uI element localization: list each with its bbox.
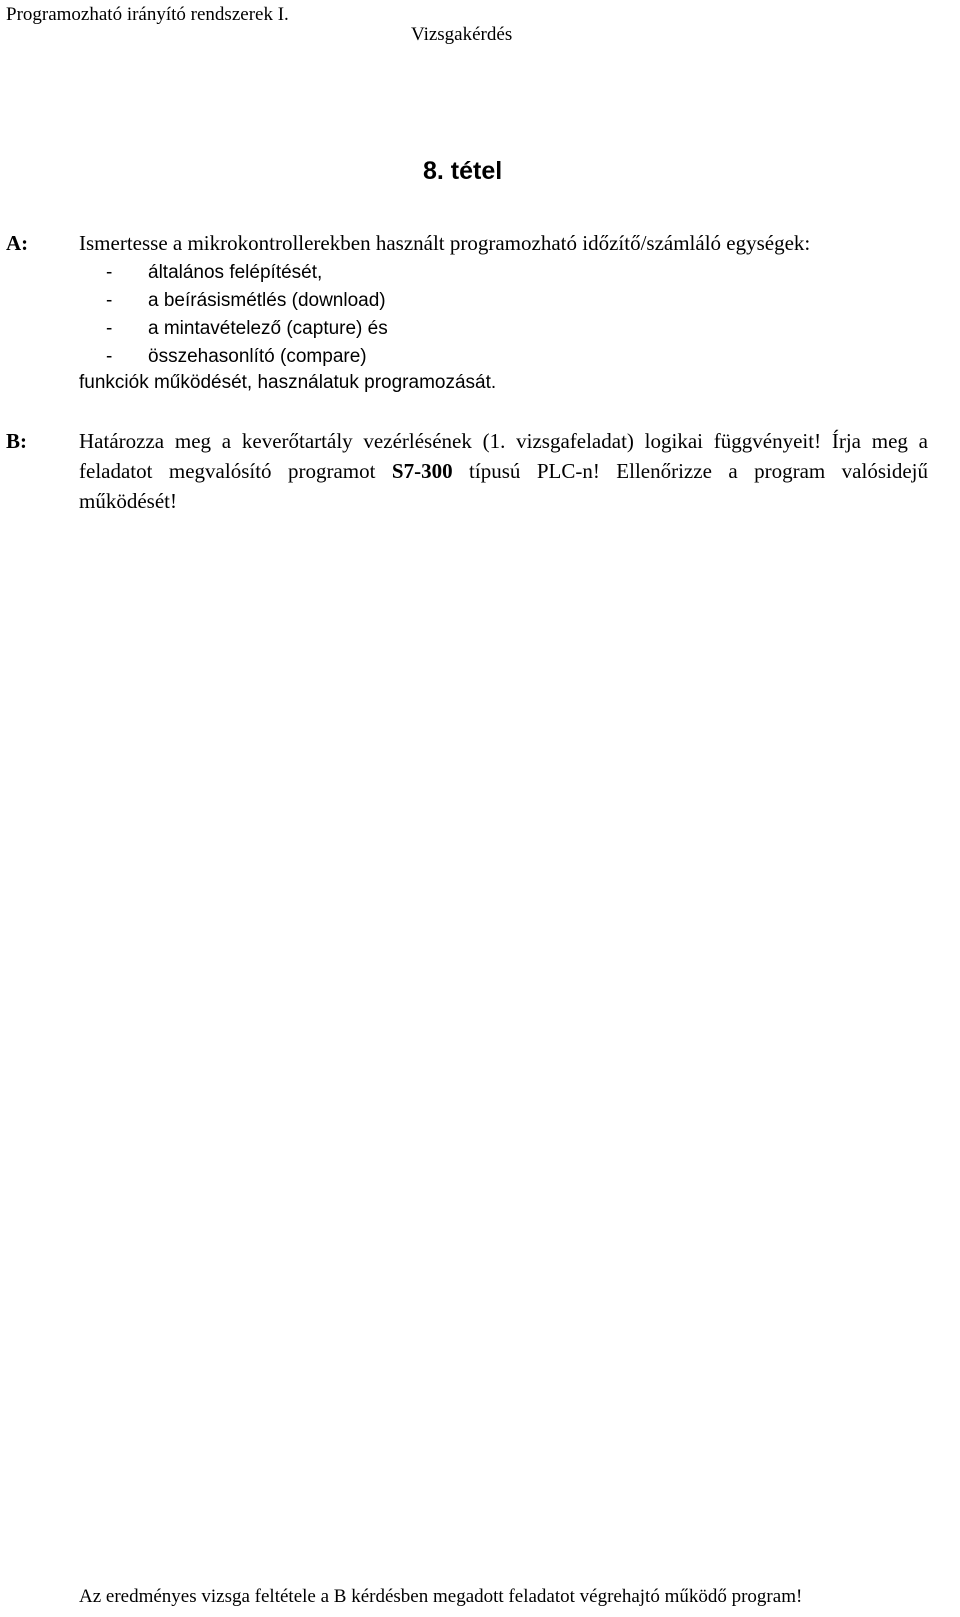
question-a-closing: funkciók működését, használatuk programozását. <box>79 372 497 393</box>
question-b-label: B: <box>6 429 27 453</box>
list-item-text: a mintavételező (capture) és <box>148 318 388 339</box>
question-b-text <box>79 426 928 516</box>
list-dash: - <box>106 290 113 311</box>
list-item-text: általános felépítését, <box>148 262 323 283</box>
list-item <box>106 343 388 371</box>
question-a-label: A: <box>6 231 29 255</box>
page-title: 8. tétel <box>423 157 503 185</box>
list-item <box>106 259 388 287</box>
list-item-text: összehasonlító (compare) <box>148 346 367 367</box>
document-type: Vizsgakérdés <box>411 24 513 45</box>
list-dash: - <box>106 318 113 339</box>
list-dash: - <box>106 346 113 367</box>
list-dash: - <box>106 262 113 283</box>
question-b-text-before: Határozza meg a keverőtartály vezérlésének (1. vizsgafeladat) logikai függvényeit! Írja meg a feladatot megvalósító programot <box>79 429 928 483</box>
course-name: Programozható irányító rendszerek I. <box>6 4 289 25</box>
question-a-list <box>106 259 388 371</box>
footer-note: Az eredményes vizsga feltétele a B kérdésben megadott feladatot végrehajtó működő program! <box>79 1586 803 1607</box>
plc-model: S7-300 <box>391 459 453 483</box>
list-item <box>106 315 388 343</box>
question-a-intro: Ismertesse a mikrokontrollerekben használt programozható időzítő/számláló egységek: <box>79 231 811 255</box>
list-item-text: a beírásismétlés (download) <box>148 290 386 311</box>
list-item <box>106 287 388 315</box>
question-b-text-after: típusú PLC-n! Ellenőrizze a program valósidejű működését! <box>79 459 928 513</box>
